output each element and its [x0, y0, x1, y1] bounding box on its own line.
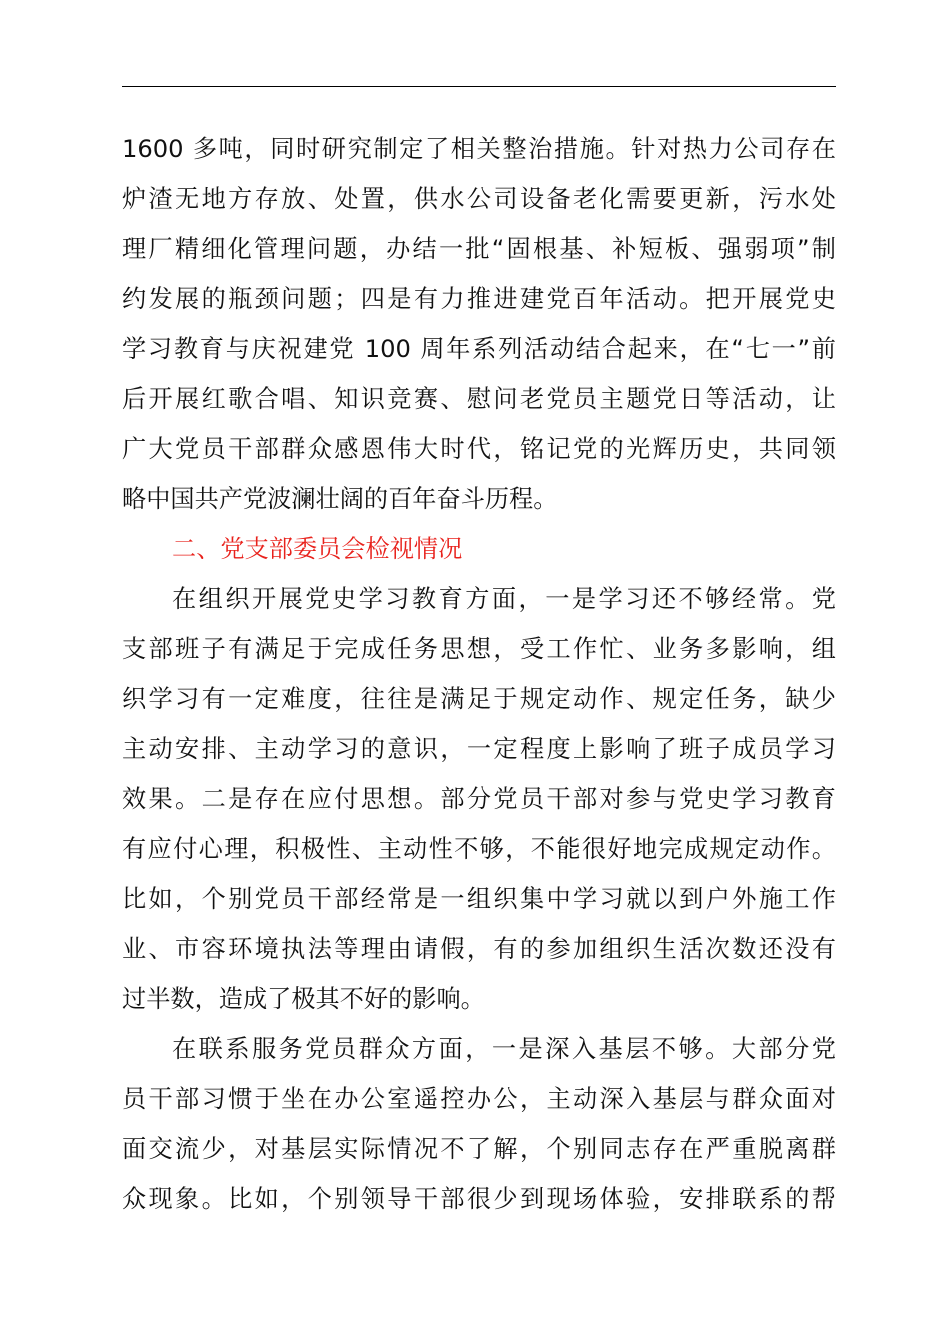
paragraph-2	[122, 578, 836, 1028]
header-rule	[122, 86, 836, 87]
paragraph-line: 有应付心理，积极性、主动性不够，不能很好地完成规定动作。	[122, 835, 836, 863]
paragraph-line: 在联系服务党员群众方面，一是深入基层不够。大部分党	[172, 1035, 836, 1063]
section-heading: 二、党支部委员会检视情况	[172, 535, 463, 563]
paragraph-line: 效果。二是存在应付思想。部分党员干部对参与党史学习教育	[122, 785, 836, 813]
paragraph-line: 比如，个别党员干部经常是一组织集中学习就以到户外施工作	[122, 885, 836, 913]
paragraph-line: 理厂精细化管理问题，办结一批“固根基、补短板、强弱项”制	[122, 235, 836, 263]
paragraph-line: 织学习有一定难度，往往是满足于规定动作、规定任务，缺少	[122, 685, 836, 713]
paragraph-line: 员干部习惯于坐在办公室遥控办公，主动深入基层与群众面对	[122, 1085, 836, 1113]
paragraph-line: 1600 多吨，同时研究制定了相关整治措施。针对热力公司存在	[122, 135, 836, 163]
paragraph-line: 广大党员干部群众感恩伟大时代，铭记党的光辉历史，共同领	[122, 435, 836, 463]
document-body	[122, 128, 836, 1228]
paragraph-3	[122, 1028, 836, 1228]
paragraph-line: 众现象。比如，个别领导干部很少到现场体验，安排联系的帮	[122, 1185, 836, 1213]
paragraph-line: 约发展的瓶颈问题；四是有力推进建党百年活动。把开展党史	[122, 285, 836, 313]
paragraph-line: 支部班子有满足于完成任务思想，受工作忙、业务多影响，组	[122, 635, 836, 663]
paragraph-line: 业、市容环境执法等理由请假，有的参加组织生活次数还没有	[122, 935, 836, 963]
paragraph-line: 学习教育与庆祝建党 100 周年系列活动结合起来，在“七一”前	[122, 335, 836, 363]
paragraph-line: 过半数，造成了极其不好的影响。	[122, 985, 485, 1013]
paragraph-line: 炉渣无地方存放、处置，供水公司设备老化需要更新，污水处	[122, 185, 836, 213]
paragraph-line: 主动安排、主动学习的意识，一定程度上影响了班子成员学习	[122, 735, 836, 763]
paragraph-line: 后开展红歌合唱、知识竞赛、慰问老党员主题党日等活动，让	[122, 385, 836, 413]
paragraph-line: 面交流少，对基层实际情况不了解，个别同志存在严重脱离群	[122, 1135, 836, 1163]
paragraph-1	[122, 128, 836, 528]
paragraph-line: 在组织开展党史学习教育方面，一是学习还不够经常。党	[172, 585, 836, 613]
paragraph-line: 略中国共产党波澜壮阔的百年奋斗历程。	[122, 485, 558, 513]
